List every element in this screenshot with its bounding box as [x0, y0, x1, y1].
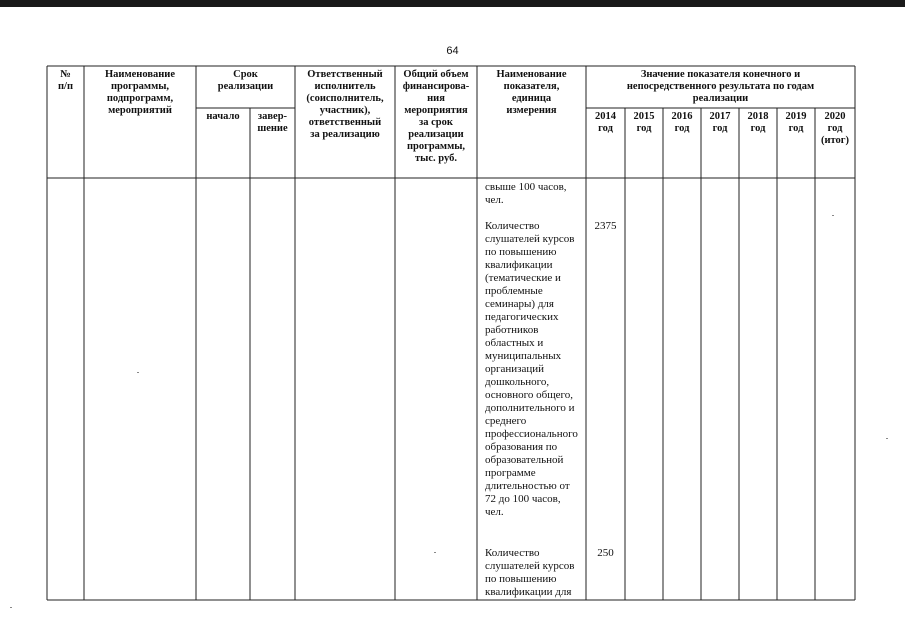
scan-speck [434, 552, 436, 553]
header-year-2020: 2020 год (итог) [820, 111, 850, 146]
header-values-group: Значение показателя конечного и непосредственного результата по годам реализации [626, 69, 815, 104]
header-indicator: Наименование показателя, единица измерения [496, 69, 567, 116]
indicator-text-row-2: Количество слушателей курсов по повышению квалификации (тематические и проблемные семинары) для педагогических работников областных и муниципальных организаций дошкольного, основного общего, дополнительного и среднего профессионального образования по образовательной программе длительностью от 72 до 100 часов, чел. [485, 220, 578, 518]
header-funding: Общий объем финансирова- ния мероприятия за срок реализации программы, тыс. руб. [402, 69, 470, 164]
header-term-end: завер- шение [257, 111, 288, 134]
header-year-2014: 2014 год [595, 111, 616, 134]
header-year-2018: 2018 год [747, 111, 769, 134]
header-year-2019: 2019 год [785, 111, 807, 134]
header-term-start: начало [206, 111, 240, 122]
header-name: Наименование программы, подпрограмм, мероприятий [105, 69, 175, 116]
scan-speck [832, 215, 834, 216]
value-2014-row-3: 250 [597, 547, 614, 559]
header-executor: Ответственный исполнитель (соисполнитель, участник), ответственный за реализацию [306, 69, 384, 140]
header-year-2016: 2016 год [671, 111, 693, 134]
header-year-2015: 2015 год [633, 111, 655, 134]
scan-speck [10, 607, 12, 608]
indicator-text-row-1: свыше 100 часов, чел. [485, 181, 567, 206]
header-year-2017: 2017 год [709, 111, 731, 134]
scan-speck [137, 372, 139, 373]
header-num: № п/п [57, 69, 74, 92]
page-number: 64 [446, 45, 459, 57]
scan-speck [886, 438, 888, 439]
value-2014-row-2: 2375 [594, 220, 617, 232]
header-term: Срок реализации [217, 69, 274, 92]
indicator-text-row-3: Количество слушателей курсов по повышению квалификации для [485, 547, 575, 598]
